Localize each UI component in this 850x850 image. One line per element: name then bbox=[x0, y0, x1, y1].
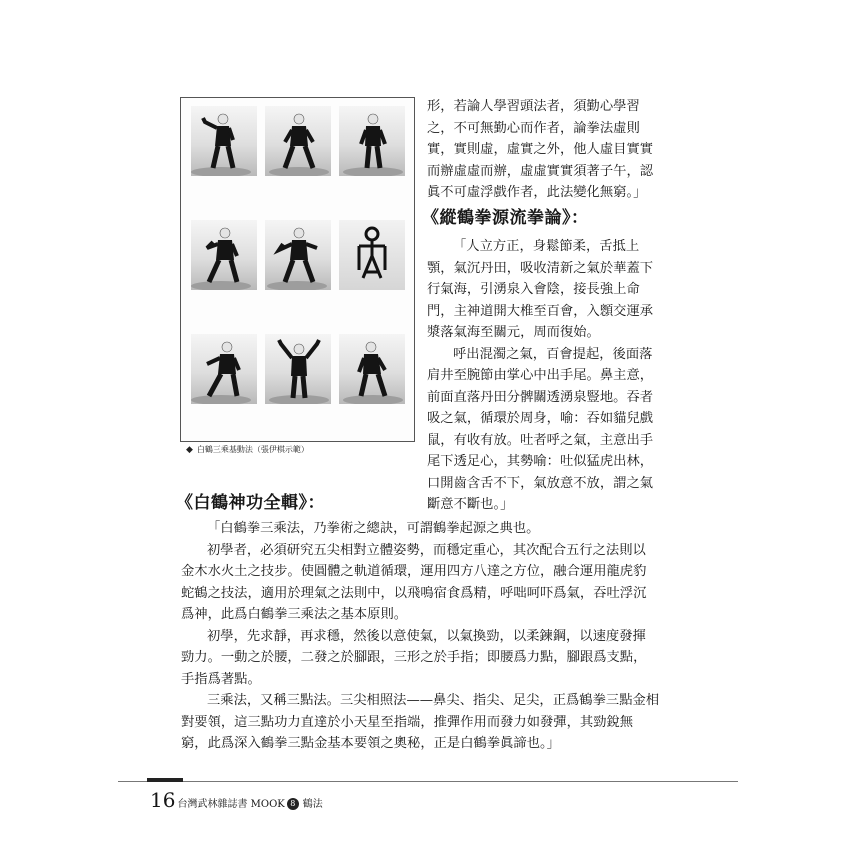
text-line: 「白鶴拳三乘法，乃拳術之總訣，可謂鶴拳起源之典也。 bbox=[207, 521, 540, 536]
stance-photo bbox=[191, 220, 257, 290]
glyph-diagram bbox=[339, 220, 405, 290]
top-paragraph bbox=[427, 96, 653, 204]
text-line: 呼出混濁之氣，百會提起，後面落 bbox=[453, 346, 653, 362]
text-line: 蛇鶴之技法，適用於理氣之法則中，以飛鳴宿食爲精，呼咄呵吓爲氣，吞吐浮沉 bbox=[181, 585, 647, 601]
text-line: 口開齒含舌不下，氣放意不放，謂之氣 bbox=[427, 475, 654, 491]
section-heading: 《白鶴神功全輯》： bbox=[176, 493, 325, 513]
text-line: 而辦虛虛而辦，虛虛實實須著子午，認 bbox=[427, 163, 654, 179]
text-line: 吸之氣，循環於周身，喻：吞如貓兒戲 bbox=[427, 411, 654, 426]
text-line: 行氣海，引湧泉入會陰，接長強上命 bbox=[427, 282, 640, 297]
text-line: 尾下透足心，其勢喻：吐似猛虎出林， bbox=[427, 454, 654, 469]
text-line: 實，實則虛，虛實之外，他人虛目實實 bbox=[427, 142, 654, 157]
page-number: 16 bbox=[150, 788, 176, 812]
section-2-body bbox=[181, 518, 659, 755]
text-line: 初學，先求靜，再求穩，然後以意使氣，以氣換勁，以柔鍊鋼，以速度發揮 bbox=[207, 628, 646, 644]
text-line: 三乘法，又稱三點法。三尖相照法——鼻尖、指尖、足尖，正爲鶴拳三點金相 bbox=[207, 693, 660, 708]
diamond-bullet-icon: ◆ bbox=[186, 445, 193, 455]
footer-accent bbox=[147, 778, 183, 782]
section-heading: 《縱鶴拳源流拳論》： bbox=[422, 208, 589, 228]
text-line: 手指爲著點。 bbox=[181, 671, 261, 687]
text-line: 之，不可無勤心而作者，論拳法虛則 bbox=[427, 120, 640, 136]
text-line: 肩井至腕節由掌心中出手尾。鼻主意， bbox=[427, 368, 654, 383]
text-line: 勁力。一動之於腰，二發之於腳跟，三形之於手指；即腰爲力點，腳跟爲支點， bbox=[181, 650, 647, 665]
publication-name: 台灣武林雜誌書 MOOK bbox=[177, 799, 285, 810]
text-line: 顎，氣沉丹田，吸收清新之氣於華蓋下 bbox=[427, 260, 654, 276]
text-line: 金木水火土之技步。使圓體之軌道循環，運用四方八達之方位，融合運用龍虎豹 bbox=[181, 564, 647, 579]
stance-photo bbox=[339, 334, 405, 404]
stance-photo bbox=[191, 334, 257, 404]
page-footer bbox=[150, 788, 323, 812]
stance-photo bbox=[191, 106, 257, 176]
text-line: 斷意不斷也。」 bbox=[427, 497, 514, 512]
text-line: 漿落氣海至關元，周而復始。 bbox=[427, 325, 600, 340]
figure-caption bbox=[186, 444, 416, 458]
photo-grid bbox=[180, 97, 415, 442]
text-line: 初學者，必須研究五尖相對立體姿勢，而穩定重心，其次配合五行之法則以 bbox=[207, 542, 646, 558]
text-line: 眞不可虛浮戲作者，此法變化無窮。」 bbox=[427, 185, 647, 200]
text-line: 對要領，這三點功力直達於小天星至指端，推彈作用而發力如發彈，其勁銳無 bbox=[181, 714, 634, 730]
text-line: 鼠，有收有放。吐者呼之氣，主意出手 bbox=[427, 432, 654, 448]
text-line: 前面直落丹田分髀關透湧泉豎地。吞者 bbox=[427, 389, 654, 405]
text-line: 「人立方正，身鬆節柔，舌抵上 bbox=[453, 239, 640, 254]
stance-photo bbox=[339, 106, 405, 176]
stance-photo bbox=[265, 220, 331, 290]
stance-photo bbox=[265, 106, 331, 176]
text-line: 爲神，此爲白鶴拳三乘法之基本原則。 bbox=[181, 607, 408, 622]
issue-circle-icon: 8 bbox=[287, 798, 299, 810]
text-line: 窮，此爲深入鶴拳三點金基本要領之奧秘，正是白鶴拳眞諦也。」 bbox=[181, 736, 560, 751]
caption-text: 白鶴三乘基動法（張伊棋示範） bbox=[196, 445, 309, 454]
footer-rule bbox=[118, 781, 738, 782]
text-line: 形，若論人學習頭法者，須勤心學習 bbox=[427, 99, 640, 114]
section-name: 鶴法 bbox=[302, 799, 323, 810]
stance-photo bbox=[265, 334, 331, 404]
section-1-body bbox=[427, 236, 653, 516]
text-line: 門，主神道開大椎至百會，入顖交運承 bbox=[427, 303, 654, 319]
